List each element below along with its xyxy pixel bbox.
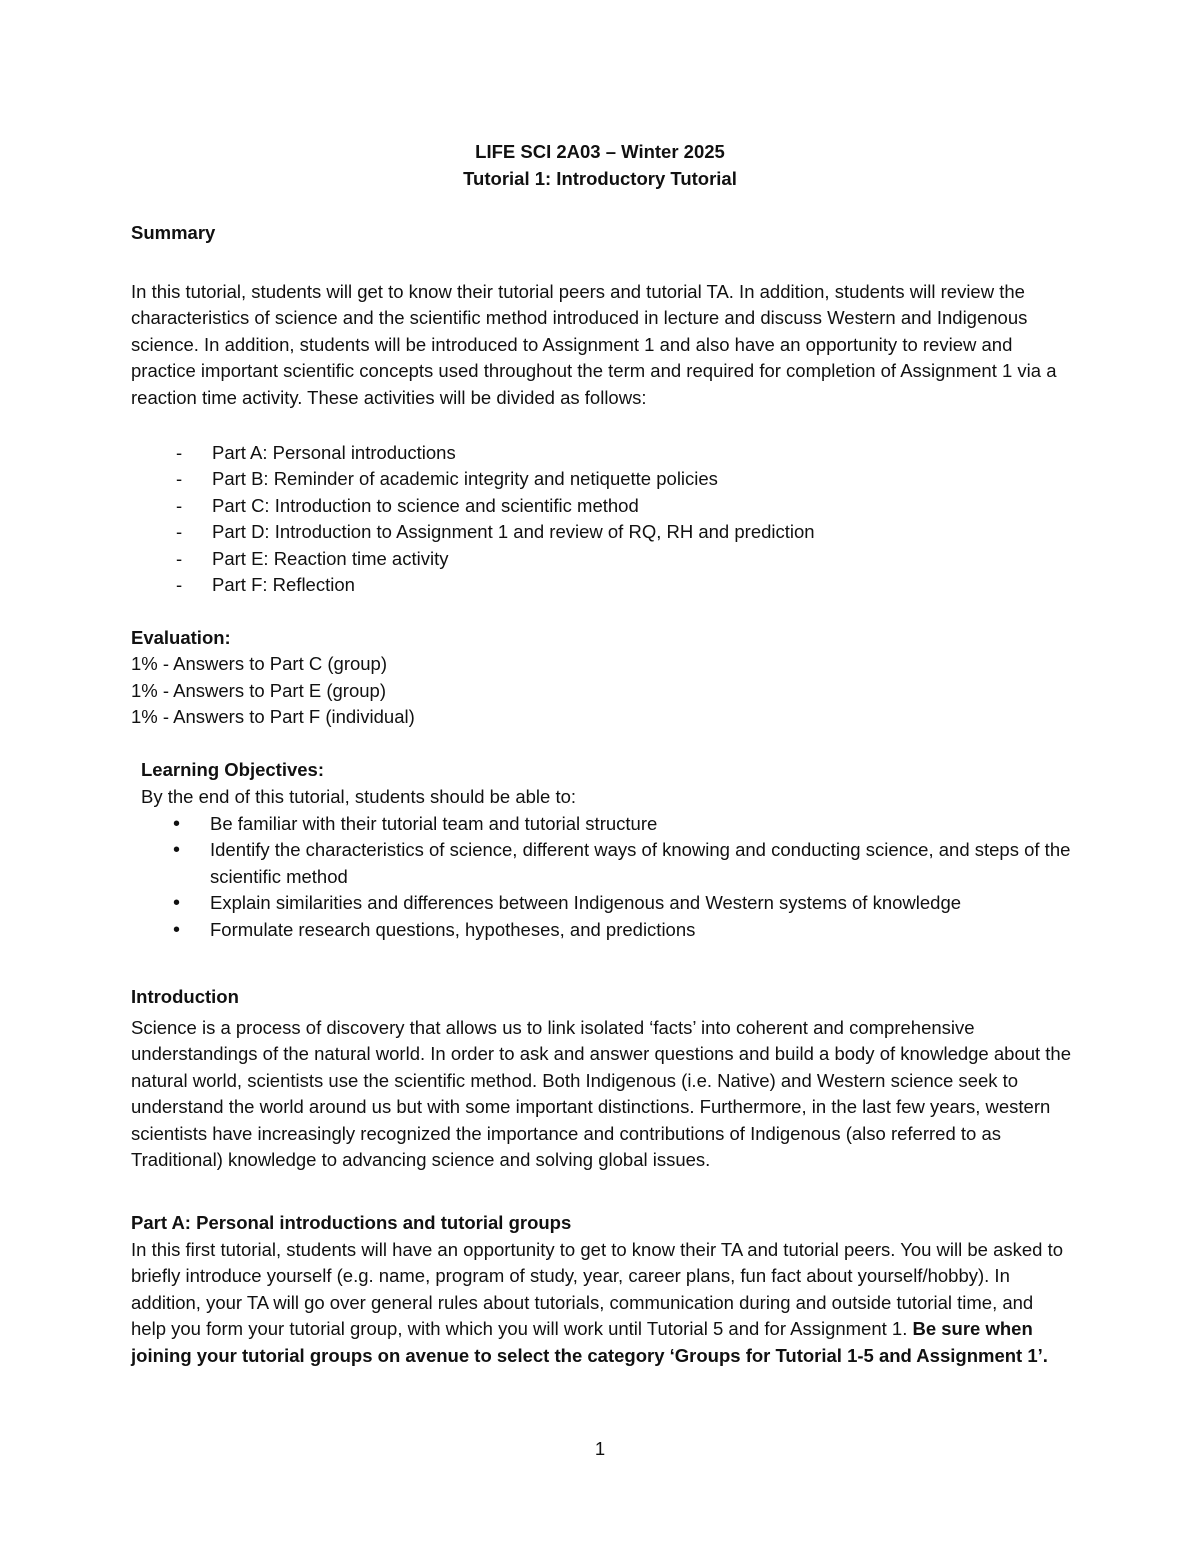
parts-list (131, 440, 1071, 598)
course-title: LIFE SCI 2A03 – Winter 2025 (475, 141, 725, 162)
list-item: - Part F: Reflection (131, 572, 1071, 598)
summary-heading: Summary (131, 222, 216, 243)
list-item: - Part B: Reminder of academic integrity and netiquette policies (131, 466, 1071, 492)
evaluation-item: 1% - Answers to Part F (individual) (131, 706, 415, 727)
evaluation-heading: Evaluation: (131, 627, 231, 648)
parta-body: In this first tutorial, students will have an opportunity to get to know their TA and tutorial peers. You will be asked to briefly introduce yourself (e.g. name, program of study, year, career plans, fun fact about yourself/hobby). In addition, your TA will go over general rules about tutorials, communication during and outside tutorial time, and help you form your tutorial group, with which you will work until Tutorial 5 and for Assignment 1. (131, 1239, 1064, 1340)
list-item: • Explain similarities and differences between Indigenous and Western systems of knowledge (131, 890, 1071, 916)
introduction-paragraph: Science is a process of discovery that allows us to link isolated ‘facts’ into coherent and comprehensive understandings of the natural world. In order to ask and answer questions and build a body of knowledge about the natural world, scientists use the scientific method. Both Indigenous (i.e. Native) and Western science seek to understand the world around us but with some important distinctions. Furthermore, in the last few years, western scientists have increasingly recognized the importance and contributions of Indigenous (also referred to as Traditional) knowledge to advancing science and solving global issues. (131, 1017, 1072, 1171)
list-item: - Part C: Introduction to science and scientific method (131, 493, 1071, 519)
list-item: • Formulate research questions, hypotheses, and predictions (131, 917, 1071, 943)
parta-paragraph (131, 1237, 1071, 1369)
list-item: - Part E: Reaction time activity (131, 546, 1071, 572)
list-item: - Part D: Introduction to Assignment 1 and review of RQ, RH and prediction (131, 519, 1071, 545)
list-item: • Be familiar with their tutorial team and tutorial structure (131, 811, 1071, 837)
evaluation-item: 1% - Answers to Part C (group) (131, 653, 388, 674)
list-item: • Identify the characteristics of science, different ways of knowing and conducting science, and steps of the scientific method (131, 837, 1071, 890)
parta-heading: Part A: Personal introductions and tutorial groups (131, 1212, 572, 1233)
list-item: - Part A: Personal introductions (131, 440, 1071, 466)
introduction-heading: Introduction (131, 986, 239, 1007)
objectives-heading: Learning Objectives: (141, 759, 324, 780)
page-number: 1 (594, 1438, 606, 1459)
parta-bold-note: Be sure when joining your tutorial groups on avenue to select the category ‘Groups for Tutorial 1-5 and Assignment 1’. (131, 1318, 1048, 1366)
evaluation-item: 1% - Answers to Part E (group) (131, 680, 386, 701)
summary-paragraph: In this tutorial, students will get to know their tutorial peers and tutorial TA. In addition, students will review the characteristics of science and the scientific method introduced in lecture and discuss Western and Indigenous science. In addition, students will be introduced to Assignment 1 and also have an opportunity to review and practice important scientific concepts used throughout the term and required for completion of Assignment 1 via a reaction time activity. These activities will be divided as follows: (131, 281, 1057, 408)
objectives-list (131, 811, 1071, 943)
objectives-lead: By the end of this tutorial, students should be able to: (141, 786, 577, 807)
tutorial-title: Tutorial 1: Introductory Tutorial (463, 168, 737, 189)
